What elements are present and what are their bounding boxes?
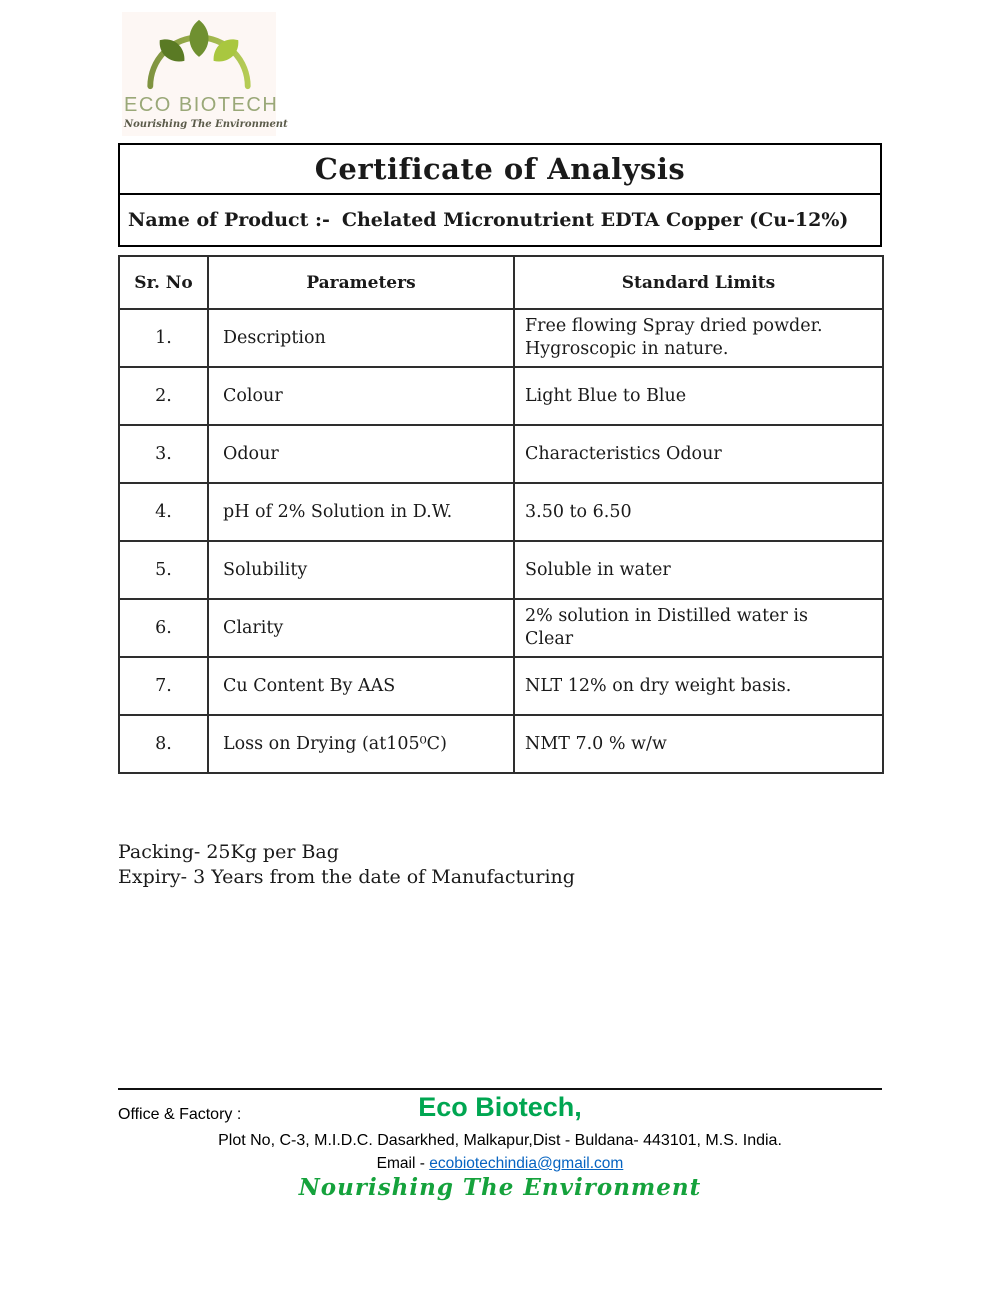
- email-label: Email -: [376, 1155, 430, 1172]
- packing-note: Packing- 25Kg per Bag: [118, 841, 339, 863]
- parameter-cell: Cu Content By AAS: [208, 657, 514, 715]
- standard-limit-cell: Free flowing Spray dried powder. Hygroscopic in nature.: [514, 309, 883, 367]
- analysis-table: [118, 255, 884, 774]
- product-name-label: Name of Product :-: [128, 209, 330, 231]
- header-sr-no: Sr. No: [119, 256, 208, 309]
- sr-no-cell: 5.: [119, 541, 208, 599]
- sr-no-cell: 1.: [119, 309, 208, 367]
- table-row: [119, 541, 883, 599]
- footer-address: Plot No, C-3, M.I.D.C. Dasarkhed, Malkapur,Dist - Buldana- 443101, M.S. India.: [218, 1132, 782, 1149]
- standard-limit-cell: Characteristics Odour: [514, 425, 883, 483]
- table-row: [119, 309, 883, 367]
- table-row: [119, 425, 883, 483]
- ecobiotech-leaf-logo-icon: [140, 16, 258, 92]
- expiry-note: Expiry- 3 Years from the date of Manufacturing: [118, 866, 575, 889]
- table-row: [119, 367, 883, 425]
- footer-company-name: Eco Biotech,: [418, 1092, 582, 1122]
- table-row: [119, 483, 883, 541]
- page-title: Certificate of Analysis: [314, 152, 686, 186]
- email-link[interactable]: ecobiotechindia@gmail.com: [429, 1155, 624, 1172]
- parameter-cell: Solubility: [208, 541, 514, 599]
- header-standard-limits: Standard Limits: [514, 256, 883, 309]
- parameter-cell: Description: [208, 309, 514, 367]
- table-row: [119, 715, 883, 773]
- sr-no-cell: 4.: [119, 483, 208, 541]
- logo-tagline: Nourishing The Environment: [124, 119, 288, 130]
- footer-script-tagline: Nourishing The Environment: [298, 1174, 702, 1201]
- sr-no-cell: 7.: [119, 657, 208, 715]
- standard-limit-cell: NLT 12% on dry weight basis.: [514, 657, 883, 715]
- product-name-row: [120, 193, 880, 245]
- sr-no-cell: 2.: [119, 367, 208, 425]
- ecobiotech-logo: [122, 12, 288, 136]
- table-row: [119, 599, 883, 657]
- sr-no-cell: 3.: [119, 425, 208, 483]
- parameter-cell: pH of 2% Solution in D.W.: [208, 483, 514, 541]
- product-name-value: Chelated Micronutrient EDTA Copper (Cu-12%): [341, 209, 849, 231]
- parameter-cell: Clarity: [208, 599, 514, 657]
- sr-no-cell: 6.: [119, 599, 208, 657]
- office-factory-label: Office & Factory :: [118, 1106, 242, 1123]
- header-parameters: Parameters: [208, 256, 514, 309]
- logo-wordmark: ECO BIOTECH: [124, 94, 279, 116]
- leaf-center-icon: [189, 20, 208, 57]
- standard-limit-cell: Soluble in water: [514, 541, 883, 599]
- standard-limit-cell: Light Blue to Blue: [514, 367, 883, 425]
- standard-limit-cell: NMT 7.0 % w/w: [514, 715, 883, 773]
- parameter-cell: Odour: [208, 425, 514, 483]
- sr-no-cell: 8.: [119, 715, 208, 773]
- standard-limit-cell: 2% solution in Distilled water is Clear: [514, 599, 883, 657]
- table-header-row: [119, 256, 883, 309]
- footer-divider: [118, 1088, 882, 1090]
- parameter-cell: Colour: [208, 367, 514, 425]
- footer-email-row: [0, 1155, 1000, 1173]
- standard-limit-cell: 3.50 to 6.50: [514, 483, 883, 541]
- parameter-cell: Loss on Drying (at105⁰C): [208, 715, 514, 773]
- certificate-header-box: [118, 143, 882, 247]
- notes-block: [118, 840, 575, 891]
- table-row: [119, 657, 883, 715]
